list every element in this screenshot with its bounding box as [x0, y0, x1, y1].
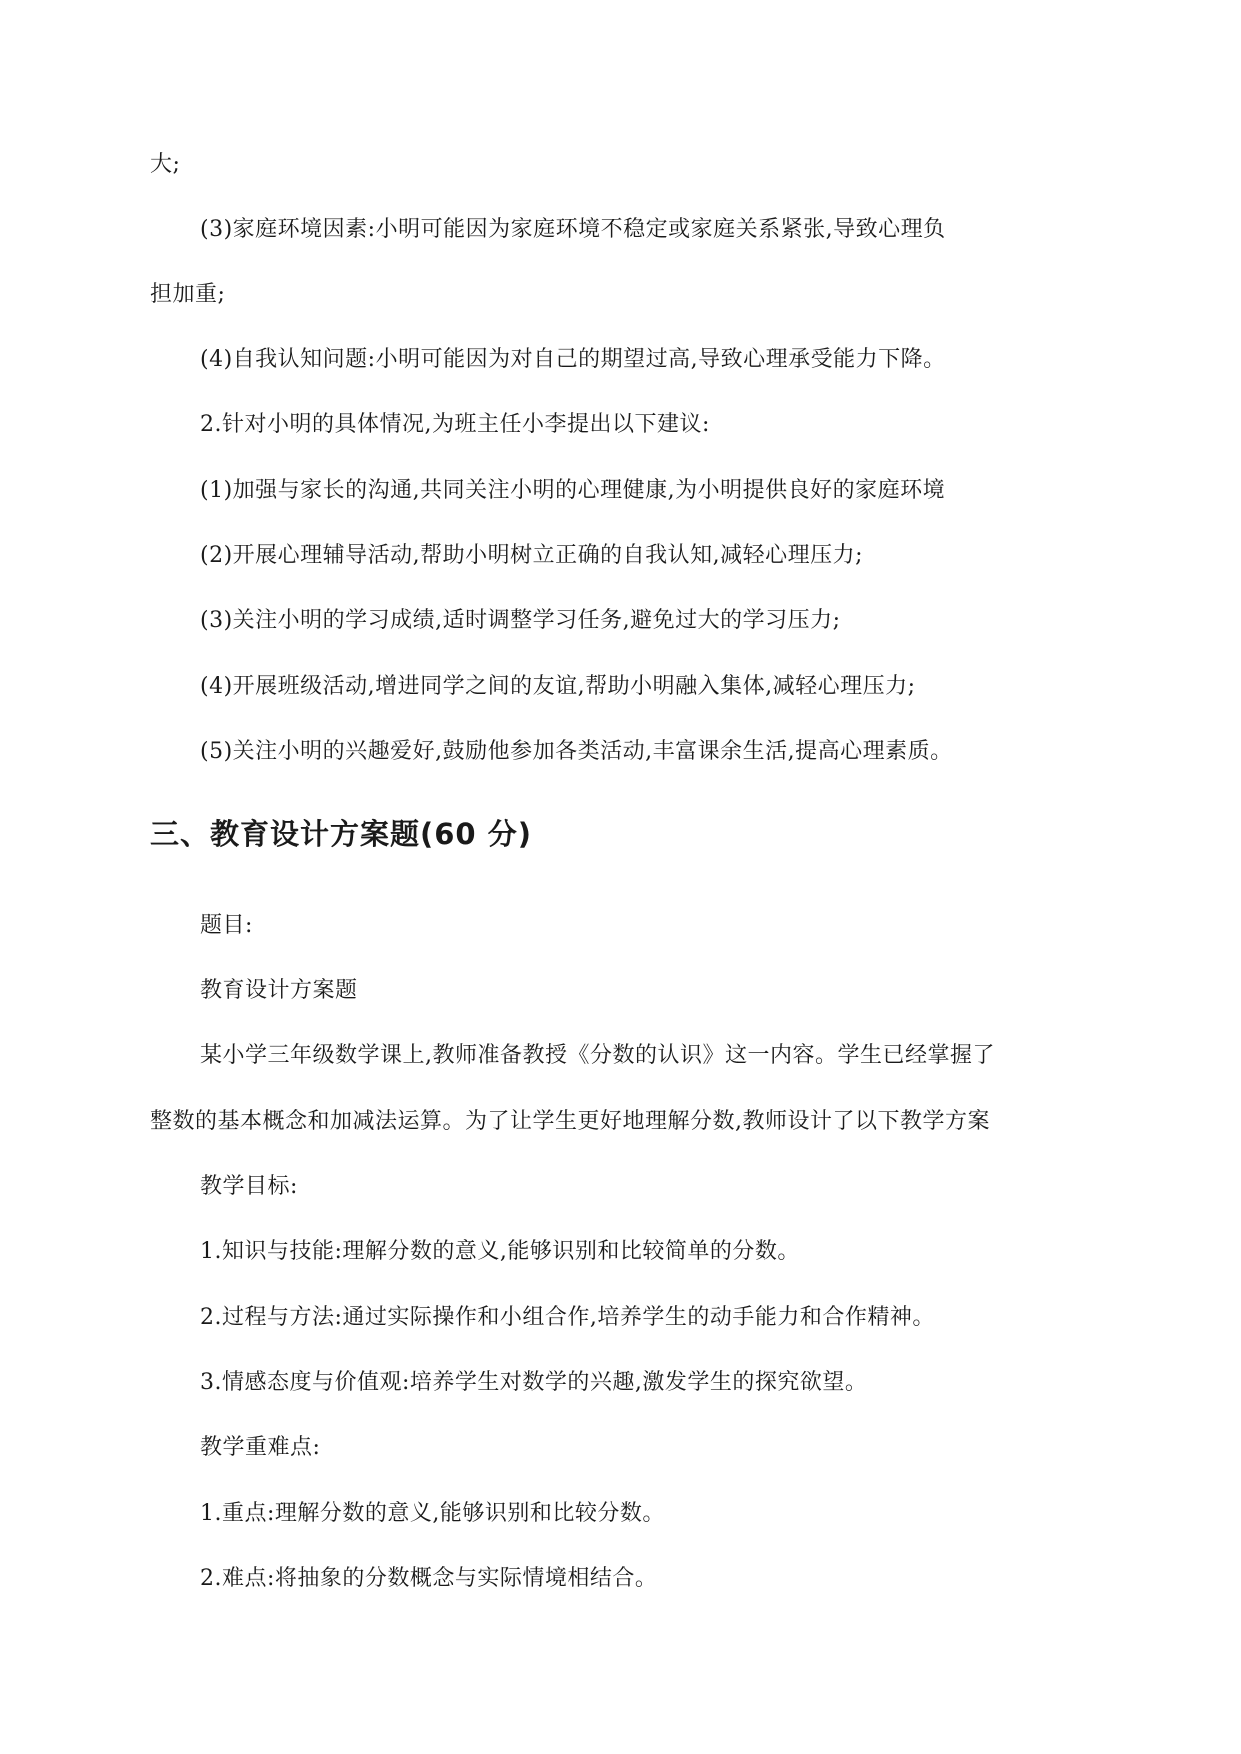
paragraph-line: 1.重点:理解分数的意义,能够识别和比较分数。: [200, 1501, 665, 1526]
paragraph-line: 3.情感态度与价值观:培养学生对数学的兴趣,激发学生的探究欲望。: [200, 1370, 868, 1395]
paragraph-line: (2)开展心理辅导活动,帮助小明树立正确的自我认知,减轻心理压力;: [200, 543, 864, 568]
paragraph-line: 教育设计方案题: [200, 978, 358, 1003]
paragraph-line: 1.知识与技能:理解分数的意义,能够识别和比较简单的分数。: [200, 1239, 800, 1264]
paragraph-line: (1)加强与家长的沟通,共同关注小明的心理健康,为小明提供良好的家庭环境: [200, 478, 946, 503]
paragraph-line: (3)家庭环境因素:小明可能因为家庭环境不稳定或家庭关系紧张,导致心理负: [200, 217, 946, 242]
paragraph-line: 教学目标:: [200, 1174, 298, 1199]
paragraph-line: 整数的基本概念和加减法运算。为了让学生更好地理解分数,教师设计了以下教学方案: [150, 1109, 990, 1134]
paragraph-line: 2.针对小明的具体情况,为班主任小李提出以下建议:: [200, 412, 710, 437]
section-heading: 三、教育设计方案题(60 分): [150, 817, 532, 851]
paragraph-line: 大;: [150, 152, 181, 177]
paragraph-line: (3)关注小明的学习成绩,适时调整学习任务,避免过大的学习压力;: [200, 608, 841, 633]
paragraph-line: 担加重;: [150, 282, 226, 307]
paragraph-line: (4)开展班级活动,增进同学之间的友谊,帮助小明融入集体,减轻心理压力;: [200, 674, 916, 699]
paragraph-line: 题目:: [200, 913, 253, 938]
paragraph-line: (5)关注小明的兴趣爱好,鼓励他参加各类活动,丰富课余生活,提高心理素质。: [200, 739, 953, 764]
paragraph-line: (4)自我认知问题:小明可能因为对自己的期望过高,导致心理承受能力下降。: [200, 347, 946, 372]
paragraph-line: 2.过程与方法:通过实际操作和小组合作,培养学生的动手能力和合作精神。: [200, 1305, 935, 1330]
paragraph-line: 教学重难点:: [200, 1435, 321, 1460]
paragraph-line: 2.难点:将抽象的分数概念与实际情境相结合。: [200, 1566, 658, 1591]
paragraph-line: 某小学三年级数学课上,教师准备教授《分数的认识》这一内容。学生已经掌握了: [200, 1043, 995, 1068]
